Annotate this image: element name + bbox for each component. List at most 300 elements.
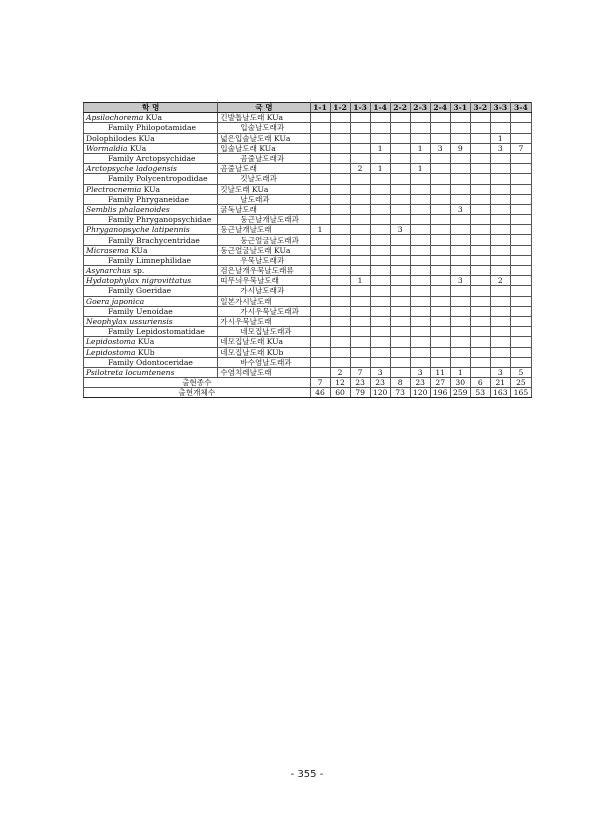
total-cell: 23 [350, 378, 370, 388]
family-row [84, 194, 532, 204]
korean-name: 둥근날개날도래과 [218, 215, 310, 225]
count-cell [350, 204, 370, 214]
header-site-3-1: 3-1 [450, 103, 470, 113]
count-cell [350, 174, 370, 184]
species-row [84, 296, 532, 306]
count-cell [490, 215, 510, 225]
count-cell [370, 276, 390, 286]
count-cell [490, 255, 510, 265]
header-korean-name: 국 명 [218, 103, 310, 113]
korean-name: 검은날개우묵날도래류 [218, 266, 310, 276]
count-cell [470, 347, 490, 357]
count-cell [510, 184, 531, 194]
count-cell [510, 255, 531, 265]
korean-name: 굵둑날도래 [218, 204, 310, 214]
korean-name: 네모집날도래 KUb [218, 347, 310, 357]
count-cell [390, 123, 410, 133]
count-cell [390, 113, 410, 123]
total-cell: 25 [510, 378, 531, 388]
species-row [84, 276, 532, 286]
count-cell [310, 266, 330, 276]
total-cell: 46 [310, 388, 330, 398]
count-cell [370, 296, 390, 306]
total-cell: 120 [410, 388, 430, 398]
species-table [83, 102, 532, 398]
count-cell [470, 276, 490, 286]
count-cell [350, 347, 370, 357]
total-cell: 23 [370, 378, 390, 388]
count-cell [350, 357, 370, 367]
species-row [84, 143, 532, 153]
count-cell [430, 296, 450, 306]
count-cell [310, 113, 330, 123]
count-cell [510, 225, 531, 235]
count-cell [510, 266, 531, 276]
count-cell: 1 [490, 133, 510, 143]
table-header-row [84, 103, 532, 113]
scientific-name: Neophylax ussuriensis [84, 316, 218, 326]
korean-name: 가시날도래과 [218, 286, 310, 296]
total-cell: 8 [390, 378, 410, 388]
count-cell [370, 113, 390, 123]
count-cell [370, 286, 390, 296]
count-cell: 3 [450, 204, 470, 214]
count-cell: 7 [350, 367, 370, 377]
count-cell [470, 367, 490, 377]
count-cell [470, 133, 490, 143]
count-cell [490, 286, 510, 296]
count-cell [370, 153, 390, 163]
count-cell [330, 153, 350, 163]
count-cell [390, 235, 410, 245]
count-cell [510, 113, 531, 123]
count-cell: 2 [490, 276, 510, 286]
species-row [84, 164, 532, 174]
count-cell [470, 316, 490, 326]
count-cell [370, 194, 390, 204]
count-cell [370, 327, 390, 337]
scientific-name: Phryganopsyche latipennis [84, 225, 218, 235]
header-site-3-2: 3-2 [470, 103, 490, 113]
count-cell [370, 174, 390, 184]
count-cell [490, 266, 510, 276]
count-cell [410, 255, 430, 265]
header-site-1-2: 1-2 [330, 103, 350, 113]
count-cell [310, 347, 330, 357]
count-cell [430, 316, 450, 326]
count-cell [490, 113, 510, 123]
totals-row [84, 378, 532, 388]
count-cell [430, 235, 450, 245]
count-cell: 2 [350, 164, 370, 174]
count-cell [510, 286, 531, 296]
total-cell: 79 [350, 388, 370, 398]
count-cell [490, 153, 510, 163]
count-cell [450, 225, 470, 235]
header-site-1-1: 1-1 [310, 103, 330, 113]
count-cell [430, 286, 450, 296]
scientific-name: Plectrocnemia KUa [84, 184, 218, 194]
count-cell [310, 153, 330, 163]
count-cell [410, 357, 430, 367]
count-cell [310, 306, 330, 316]
count-cell [470, 327, 490, 337]
count-cell [510, 204, 531, 214]
count-cell [410, 245, 430, 255]
count-cell [410, 113, 430, 123]
count-cell [350, 123, 370, 133]
count-cell [410, 225, 430, 235]
korean-name: 둥근얼굴날도래 KUa [218, 245, 310, 255]
species-row [84, 347, 532, 357]
species-row [84, 337, 532, 347]
korean-name: 넓은입술날도래 KUa [218, 133, 310, 143]
header-site-2-4: 2-4 [430, 103, 450, 113]
count-cell [510, 164, 531, 174]
count-cell [470, 255, 490, 265]
count-cell [390, 316, 410, 326]
count-cell [510, 347, 531, 357]
korean-name: 가시우묵날도래과 [218, 306, 310, 316]
count-cell [390, 266, 410, 276]
total-cell: 165 [510, 388, 531, 398]
count-cell [330, 357, 350, 367]
count-cell [330, 174, 350, 184]
count-cell [370, 235, 390, 245]
count-cell: 2 [330, 367, 350, 377]
species-row [84, 204, 532, 214]
count-cell [310, 194, 330, 204]
count-cell [470, 306, 490, 316]
count-cell [390, 174, 410, 184]
count-cell [470, 143, 490, 153]
count-cell [470, 337, 490, 347]
count-cell: 3 [450, 276, 470, 286]
count-cell [490, 225, 510, 235]
count-cell [370, 133, 390, 143]
count-cell [450, 327, 470, 337]
count-cell [350, 337, 370, 347]
count-cell [510, 123, 531, 133]
family-row [84, 357, 532, 367]
count-cell [390, 347, 410, 357]
count-cell [470, 266, 490, 276]
korean-name: 입술날도래과 [218, 123, 310, 133]
korean-name: 곰줄날도래과 [218, 153, 310, 163]
count-cell [430, 113, 450, 123]
count-cell: 3 [410, 367, 430, 377]
count-cell [370, 357, 390, 367]
family-row [84, 123, 532, 133]
scientific-name: Micrasema KUa [84, 245, 218, 255]
count-cell [350, 245, 370, 255]
count-cell [490, 306, 510, 316]
count-cell [510, 316, 531, 326]
count-cell [350, 143, 370, 153]
korean-name: 네모집날도래 KUa [218, 337, 310, 347]
count-cell [330, 316, 350, 326]
scientific-name: Semblis phalaenoides [84, 204, 218, 214]
total-cell: 163 [490, 388, 510, 398]
header-site-1-3: 1-3 [350, 103, 370, 113]
header-site-3-4: 3-4 [510, 103, 531, 113]
count-cell [350, 225, 370, 235]
count-cell [410, 286, 430, 296]
count-cell [370, 266, 390, 276]
count-cell [310, 367, 330, 377]
count-cell [510, 133, 531, 143]
scientific-name: Family Polycentropodidae [84, 174, 218, 184]
count-cell [350, 153, 370, 163]
count-cell [490, 245, 510, 255]
count-cell [490, 347, 510, 357]
count-cell [410, 215, 430, 225]
count-cell [470, 153, 490, 163]
count-cell [410, 306, 430, 316]
scientific-name: Arctopsyche ladogensis [84, 164, 218, 174]
korean-name: 네모집날도래과 [218, 327, 310, 337]
count-cell [450, 113, 470, 123]
count-cell [310, 327, 330, 337]
count-cell: 3 [430, 143, 450, 153]
count-cell [430, 215, 450, 225]
count-cell [310, 143, 330, 153]
count-cell [330, 184, 350, 194]
count-cell [450, 174, 470, 184]
species-row [84, 367, 532, 377]
count-cell [490, 327, 510, 337]
korean-name: 수염치레날도래 [218, 367, 310, 377]
count-cell: 9 [450, 143, 470, 153]
count-cell [410, 296, 430, 306]
count-cell [450, 123, 470, 133]
count-cell [430, 266, 450, 276]
count-cell [490, 123, 510, 133]
count-cell [370, 123, 390, 133]
scientific-name: Hydatophylax nigrovittatus [84, 276, 218, 286]
family-row [84, 306, 532, 316]
count-cell [330, 204, 350, 214]
count-cell [510, 235, 531, 245]
count-cell [470, 215, 490, 225]
count-cell [330, 347, 350, 357]
count-cell: 3 [490, 367, 510, 377]
total-cell: 60 [330, 388, 350, 398]
count-cell [490, 235, 510, 245]
scientific-name: Family Phryganeidae [84, 194, 218, 204]
count-cell [390, 327, 410, 337]
korean-name: 깃날도래 KUa [218, 184, 310, 194]
header-site-2-3: 2-3 [410, 103, 430, 113]
count-cell [350, 266, 370, 276]
count-cell [350, 306, 370, 316]
korean-name: 가시우묵날도래 [218, 316, 310, 326]
count-cell [430, 164, 450, 174]
count-cell [430, 194, 450, 204]
scientific-name: Family Lepidostomatidae [84, 327, 218, 337]
count-cell [470, 184, 490, 194]
count-cell [370, 337, 390, 347]
totals-row [84, 388, 532, 398]
count-cell [510, 327, 531, 337]
count-cell [390, 204, 410, 214]
count-cell [410, 123, 430, 133]
count-cell [470, 194, 490, 204]
family-row [84, 174, 532, 184]
scientific-name: Family Brachycentridae [84, 235, 218, 245]
count-cell [410, 347, 430, 357]
count-cell [310, 133, 330, 143]
scientific-name: Goera japonica [84, 296, 218, 306]
scientific-name: Lepidostoma KUa [84, 337, 218, 347]
family-row [84, 153, 532, 163]
species-row [84, 225, 532, 235]
count-cell [310, 296, 330, 306]
count-cell [330, 245, 350, 255]
count-cell [450, 337, 470, 347]
header-site-3-3: 3-3 [490, 103, 510, 113]
count-cell [390, 164, 410, 174]
count-cell [330, 286, 350, 296]
count-cell [510, 215, 531, 225]
korean-name: 날도래과 [218, 194, 310, 204]
count-cell [330, 276, 350, 286]
count-cell: 3 [490, 143, 510, 153]
count-cell: 1 [370, 164, 390, 174]
count-cell [350, 255, 370, 265]
total-cell: 23 [410, 378, 430, 388]
korean-name: 긴발톱날도래 KUa [218, 113, 310, 123]
count-cell: 1 [350, 276, 370, 286]
total-cell: 53 [470, 388, 490, 398]
count-cell [330, 194, 350, 204]
count-cell [450, 316, 470, 326]
count-cell [330, 143, 350, 153]
count-cell [470, 174, 490, 184]
count-cell [370, 316, 390, 326]
count-cell [350, 316, 370, 326]
count-cell [410, 133, 430, 143]
count-cell [450, 306, 470, 316]
count-cell [310, 164, 330, 174]
count-cell [350, 184, 370, 194]
count-cell [330, 215, 350, 225]
count-cell: 1 [410, 143, 430, 153]
count-cell [310, 357, 330, 367]
total-cell: 73 [390, 388, 410, 398]
scientific-name: Family Goeridae [84, 286, 218, 296]
count-cell [390, 143, 410, 153]
scientific-name: Dolophilodes KUa [84, 133, 218, 143]
count-cell [470, 164, 490, 174]
count-cell [330, 133, 350, 143]
count-cell [390, 367, 410, 377]
count-cell [410, 204, 430, 214]
count-cell [450, 266, 470, 276]
count-cell [490, 204, 510, 214]
count-cell [370, 255, 390, 265]
count-cell [430, 204, 450, 214]
count-cell [350, 296, 370, 306]
total-cell: 21 [490, 378, 510, 388]
count-cell [450, 245, 470, 255]
count-cell [430, 357, 450, 367]
count-cell [510, 306, 531, 316]
count-cell [490, 337, 510, 347]
count-cell [510, 153, 531, 163]
count-cell [390, 184, 410, 194]
count-cell [310, 276, 330, 286]
count-cell [450, 357, 470, 367]
count-cell [370, 184, 390, 194]
korean-name: 띠무늬우묵날도래 [218, 276, 310, 286]
count-cell [310, 235, 330, 245]
count-cell [490, 184, 510, 194]
count-cell [390, 194, 410, 204]
count-cell [390, 133, 410, 143]
scientific-name: Apsilochorema KUa [84, 113, 218, 123]
count-cell [410, 337, 430, 347]
count-cell [450, 296, 470, 306]
header-scientific-name: 학 명 [84, 103, 218, 113]
count-cell [330, 235, 350, 245]
count-cell [450, 235, 470, 245]
count-cell: 1 [450, 367, 470, 377]
count-cell [410, 327, 430, 337]
species-row [84, 316, 532, 326]
count-cell [490, 357, 510, 367]
count-cell: 3 [370, 367, 390, 377]
count-cell [350, 113, 370, 123]
count-cell: 5 [510, 367, 531, 377]
species-row [84, 266, 532, 276]
count-cell [390, 215, 410, 225]
count-cell [370, 225, 390, 235]
count-cell [490, 316, 510, 326]
scientific-name: Lepidostoma KUb [84, 347, 218, 357]
count-cell: 1 [310, 225, 330, 235]
count-cell [430, 306, 450, 316]
count-cell [390, 245, 410, 255]
total-cell: 12 [330, 378, 350, 388]
count-cell [310, 245, 330, 255]
count-cell [390, 153, 410, 163]
count-cell [370, 347, 390, 357]
count-cell [330, 306, 350, 316]
scientific-name: Family Odontoceridae [84, 357, 218, 367]
totals-label: 출현개체수 [84, 388, 311, 398]
total-cell: 6 [470, 378, 490, 388]
family-row [84, 235, 532, 245]
korean-name: 둥근얼굴날도래과 [218, 235, 310, 245]
korean-name: 깃날도래과 [218, 174, 310, 184]
count-cell [510, 174, 531, 184]
total-cell: 259 [450, 388, 470, 398]
count-cell [350, 286, 370, 296]
count-cell: 11 [430, 367, 450, 377]
count-cell [510, 296, 531, 306]
species-row [84, 184, 532, 194]
count-cell [370, 245, 390, 255]
count-cell [330, 255, 350, 265]
count-cell [370, 215, 390, 225]
count-cell [310, 255, 330, 265]
family-row [84, 215, 532, 225]
count-cell [450, 153, 470, 163]
count-cell [430, 276, 450, 286]
count-cell [330, 164, 350, 174]
count-cell [470, 113, 490, 123]
